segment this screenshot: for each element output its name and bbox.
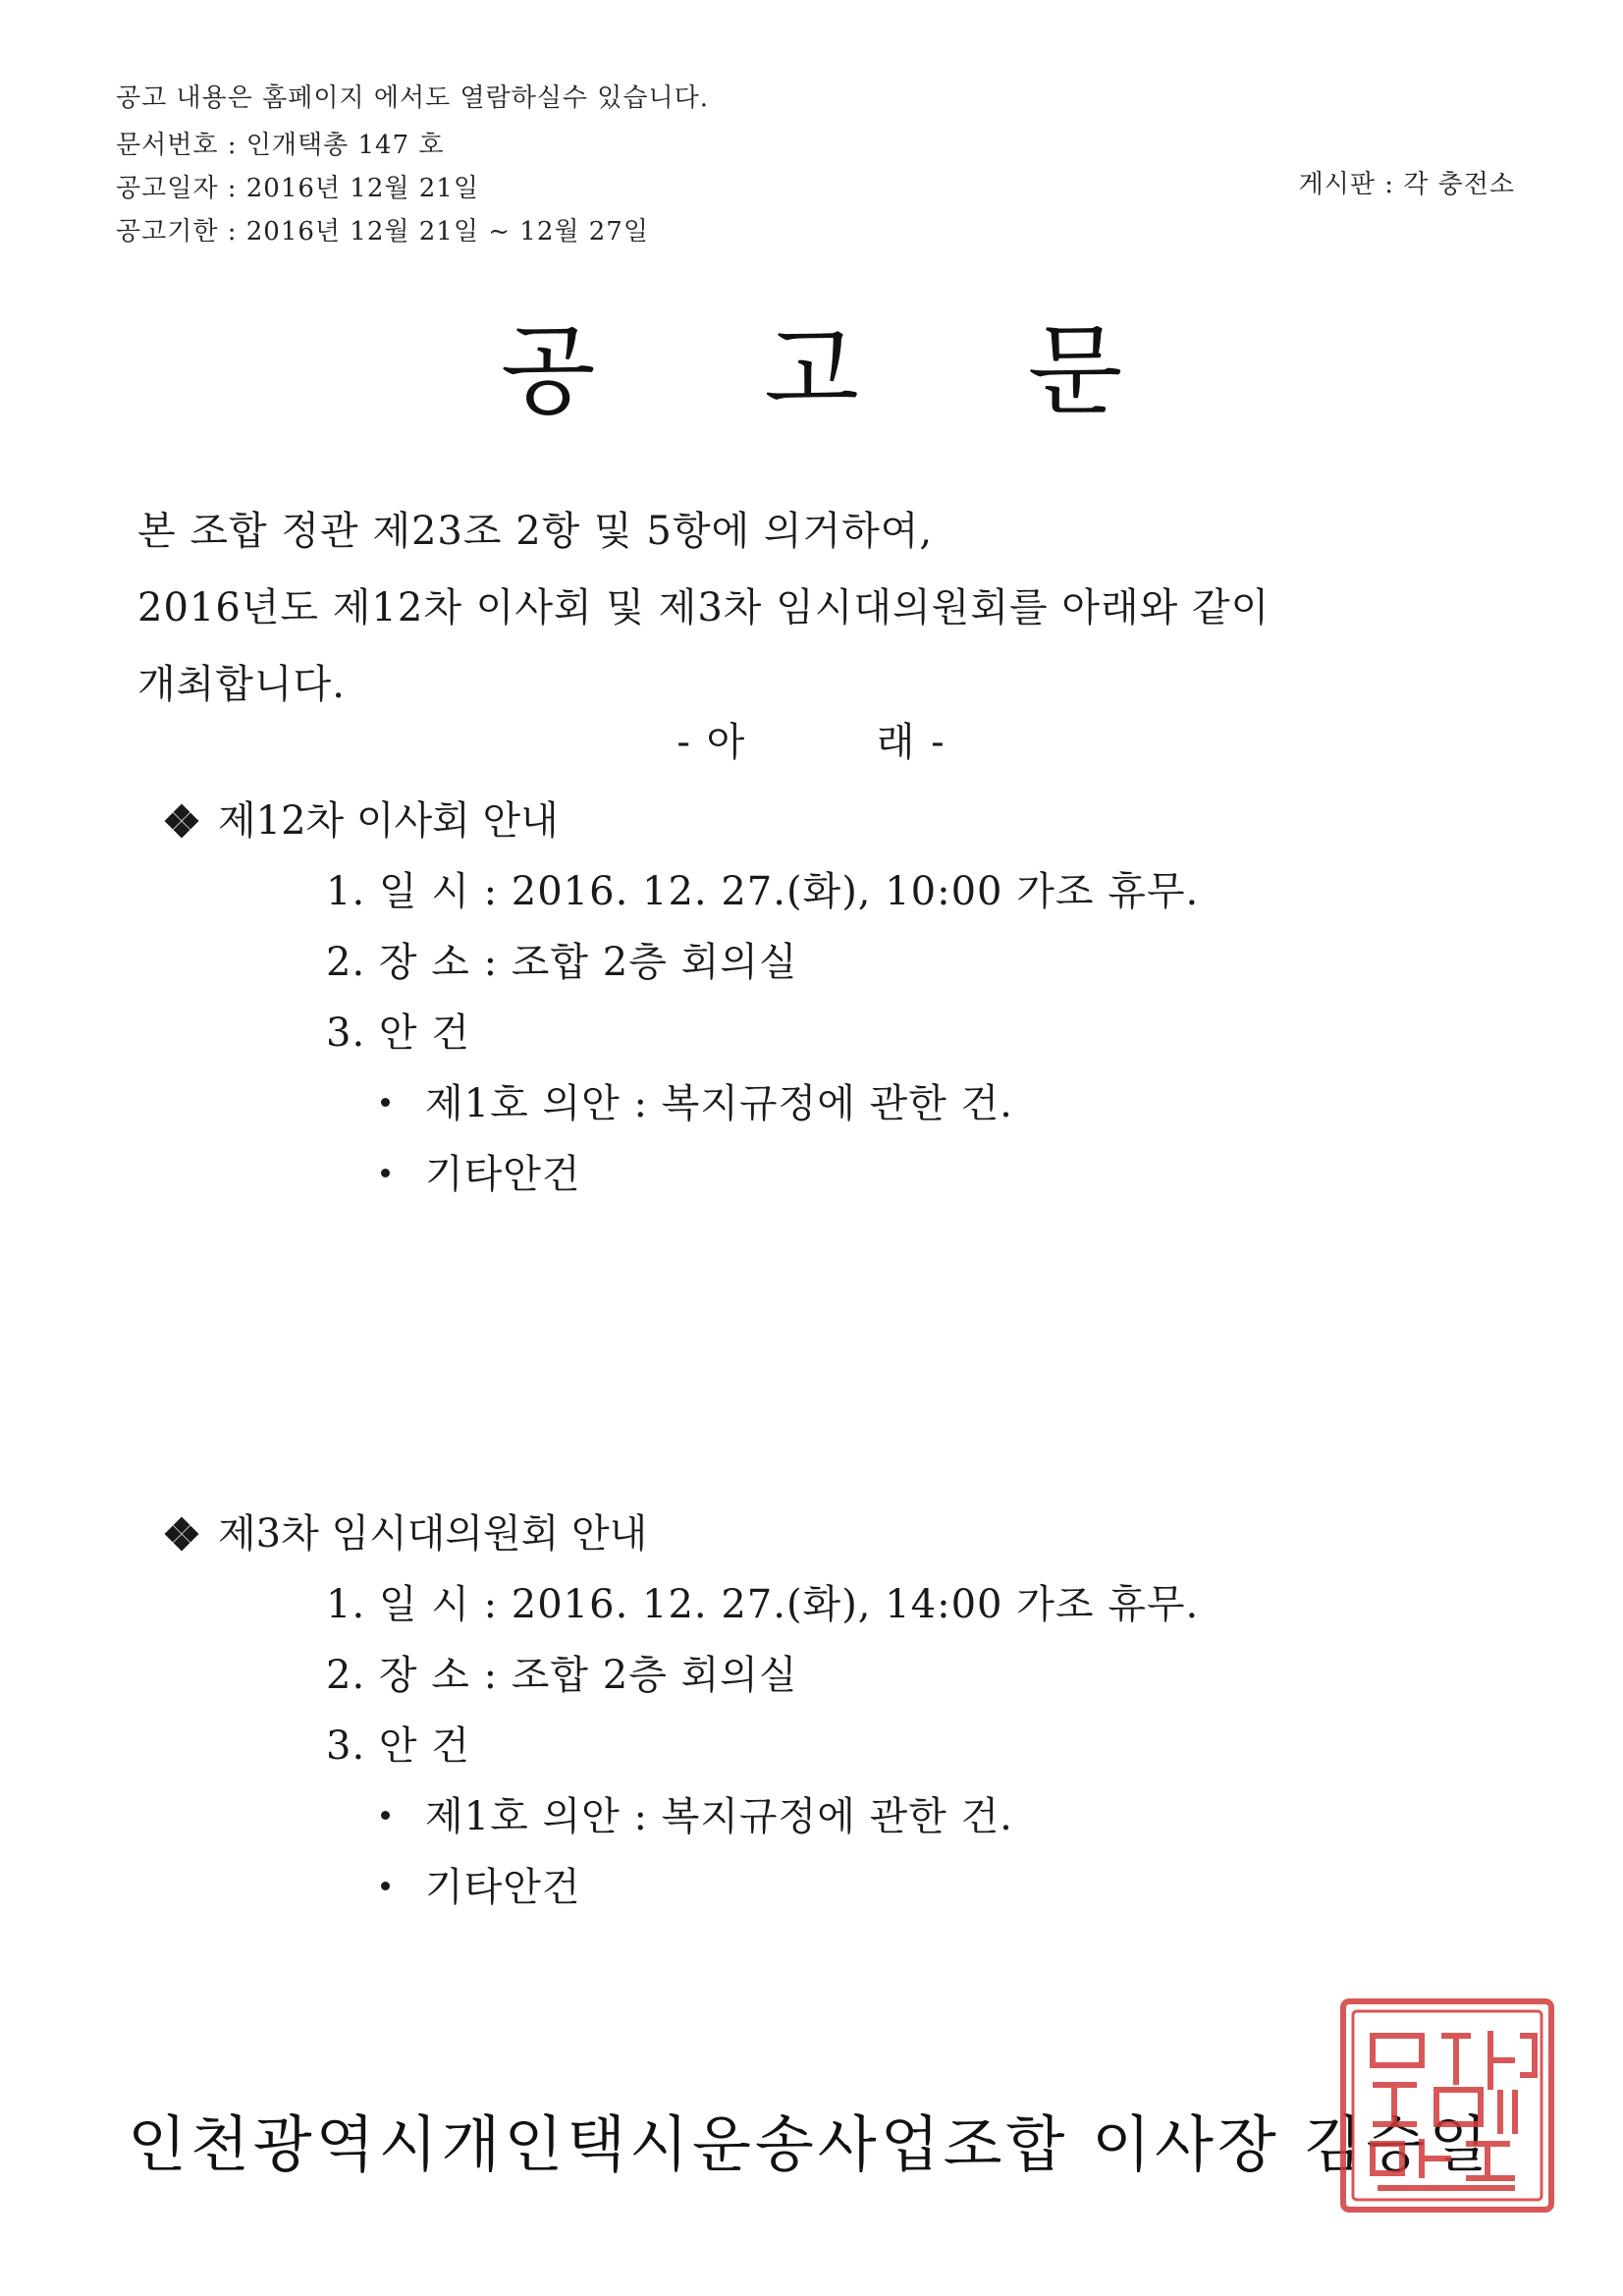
diamond-bullet-icon [167, 1519, 196, 1549]
agenda-item [381, 1860, 581, 1915]
details-heading: - 아 래 - [676, 720, 947, 765]
agenda-item-label: 제1호 의안 : 복지규정에 관한 건. [425, 1081, 1013, 1126]
meeting-place: 2. 장 소 : 조합 2층 회의실 [326, 940, 798, 985]
intro-paragraph [137, 493, 1270, 723]
meeting-place: 2. 장 소 : 조합 2층 회의실 [326, 1653, 798, 1698]
bullet-dot-icon [381, 1811, 390, 1820]
notice-date: 공고일자 : 2016년 12월 21일 [116, 174, 479, 203]
meeting-datetime: 1. 일 시 : 2016. 12. 27.(화), 14:00 가조 휴무. [326, 1582, 1200, 1627]
document-number: 문서번호 : 인개택총 147 호 [116, 131, 445, 160]
section-heading-label: 제12차 이사회 안내 [218, 798, 559, 844]
meeting-datetime: 1. 일 시 : 2016. 12. 27.(화), 10:00 가조 휴무. [326, 869, 1200, 914]
intro-line-1: 본 조합 정관 제23조 2항 및 5항에 의거하여, [137, 509, 934, 554]
intro-line-2: 2016년도 제12차 이사회 및 제3차 임시대의원회를 아래와 같이 [137, 585, 1271, 630]
homepage-notice-line: 공고 내용은 홈페이지 에서도 열람하실수 있습니다. [116, 83, 710, 113]
agenda-item [381, 1789, 1013, 1844]
intro-line-3: 개최합니다. [137, 662, 346, 707]
notice-period: 공고기한 : 2016년 12월 21일 ~ 12월 27일 [116, 217, 649, 246]
signature-line: 인천광역시개인택시운송사업조합 이사장 김승일 [128, 2108, 1492, 2180]
bullet-dot-icon [381, 1882, 390, 1890]
bullet-dot-icon [381, 1098, 390, 1107]
agenda-item [381, 1076, 1013, 1131]
section-heading [167, 793, 559, 848]
agenda-item [381, 1147, 581, 1202]
agenda-item-label: 제1호 의안 : 복지규정에 관한 건. [425, 1794, 1013, 1839]
section-heading-label: 제3차 임시대의원회 안내 [218, 1511, 648, 1557]
agenda-item-label: 기타안건 [425, 1865, 581, 1910]
page-title: 공 고 문 [500, 313, 1192, 428]
agenda-item-label: 기타안건 [425, 1152, 581, 1197]
bullet-dot-icon [381, 1169, 390, 1177]
bulletin-board: 게시판 : 각 충전소 [1298, 170, 1515, 199]
meeting-agenda-label: 3. 안 건 [326, 1723, 470, 1769]
section-heading [167, 1506, 647, 1561]
diamond-bullet-icon [167, 806, 196, 836]
official-seal-icon [1333, 1992, 1561, 2219]
meeting-agenda-label: 3. 안 건 [326, 1011, 470, 1056]
